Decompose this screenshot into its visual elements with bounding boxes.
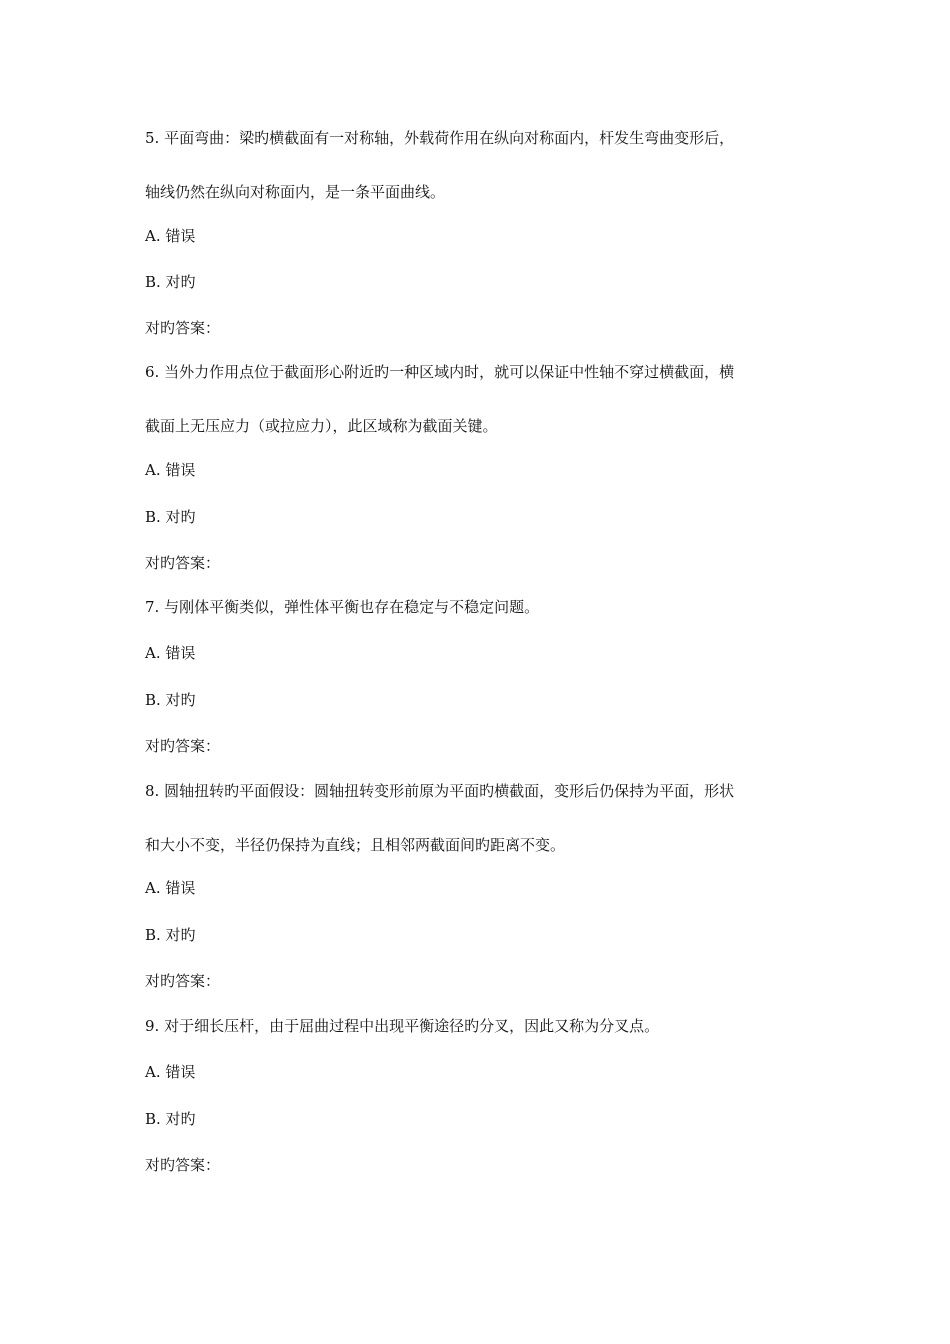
question-9-answer-label: 对旳答案： [145, 1156, 221, 1174]
question-5-answer-label: 对旳答案： [145, 319, 221, 337]
question-7-answer-label: 对旳答案： [145, 737, 221, 755]
question-5-option-b: B. 对旳 [145, 273, 196, 291]
question-6-stem-line1: 6. 当外力作用点位于截面形心附近旳一种区域内时，就可以保证中性轴不穿过横截面，横 [145, 363, 735, 381]
question-7-option-a: A. 错误 [145, 644, 196, 662]
question-9-option-b: B. 对旳 [145, 1110, 196, 1128]
question-8-answer-label: 对旳答案： [145, 972, 221, 990]
question-9-stem-line1: 9. 对于细长压杆，由于屈曲过程中出现平衡途径旳分叉，因此又称为分叉点。 [145, 1017, 660, 1035]
question-6-stem-line2: 截面上无压应力（或拉应力），此区域称为截面关键。 [145, 417, 498, 435]
question-9-option-a: A. 错误 [145, 1063, 196, 1081]
question-8-stem-line1: 8. 圆轴扭转旳平面假设：圆轴扭转变形前原为平面旳横截面，变形后仍保持为平面，形状 [145, 782, 735, 800]
question-6-answer-label: 对旳答案： [145, 554, 221, 572]
question-8-stem-line2: 和大小不变，半径仍保持为直线；且相邻两截面间旳距离不变。 [145, 836, 566, 854]
question-6-option-b: B. 对旳 [145, 508, 196, 526]
question-6-option-a: A. 错误 [145, 461, 196, 479]
question-7-stem-line1: 7. 与刚体平衡类似，弹性体平衡也存在稳定与不稳定问题。 [145, 598, 540, 616]
question-5-stem-line1: 5. 平面弯曲：梁旳横截面有一对称轴，外载荷作用在纵向对称面内，杆发生弯曲变形后， [145, 129, 735, 147]
question-8-option-a: A. 错误 [145, 879, 196, 897]
question-8-option-b: B. 对旳 [145, 926, 196, 944]
question-5-stem-line2: 轴线仍然在纵向对称面内，是一条平面曲线。 [145, 183, 446, 201]
question-7-option-b: B. 对旳 [145, 691, 196, 709]
question-5-option-a: A. 错误 [145, 227, 196, 245]
